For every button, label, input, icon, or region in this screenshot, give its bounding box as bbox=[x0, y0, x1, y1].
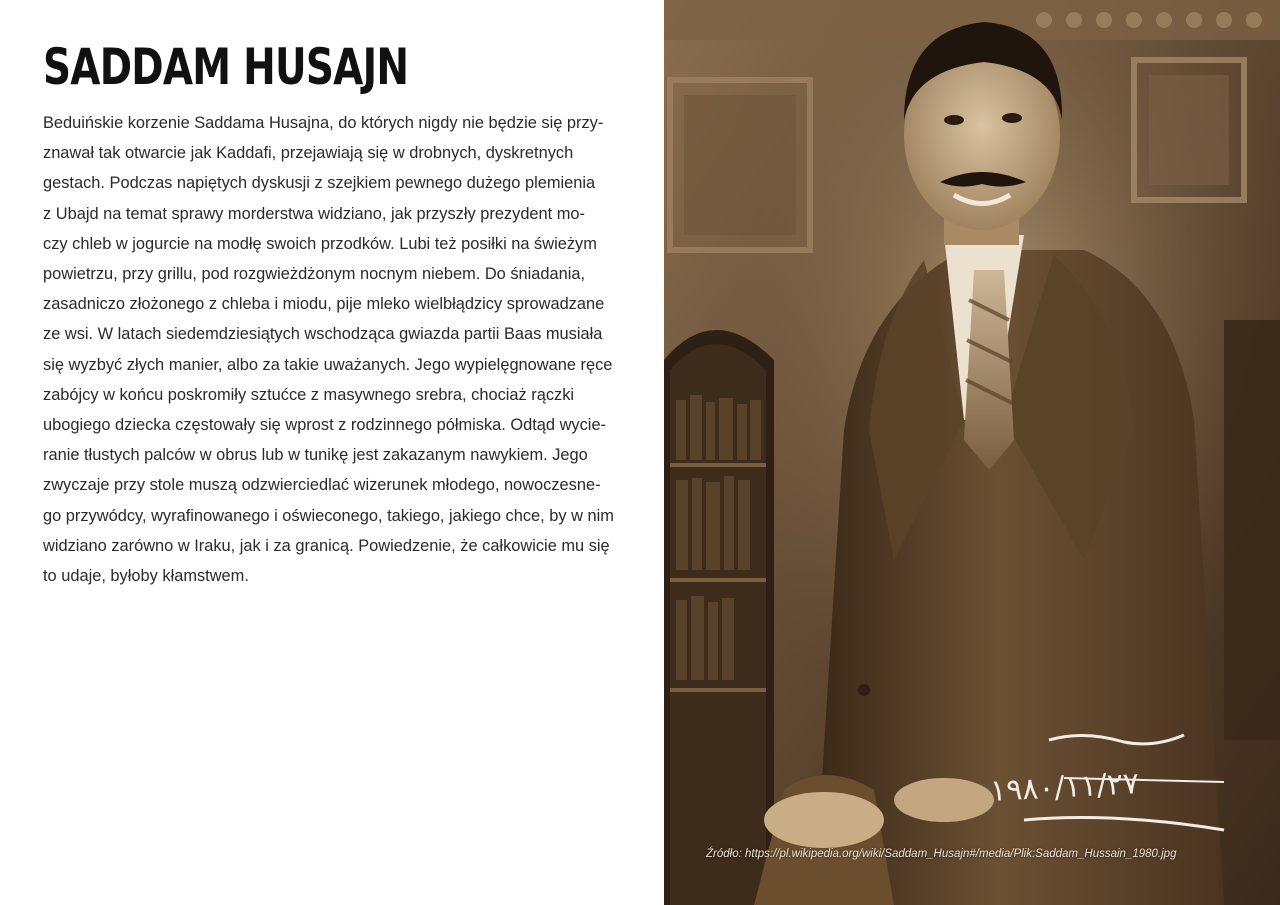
body-line: gestach. Podczas napiętych dyskusji z szejkiem pewnego dużego plemienia bbox=[43, 174, 596, 193]
body-line: zasadniczo złożonego z chleba i miodu, pije mleko wielbłądzicy sprowadzane bbox=[43, 295, 605, 314]
body-line: zabójcy w końcu poskromiły sztućce z masywnego srebra, chociaż rączki bbox=[43, 385, 575, 404]
article-title: SADDAM HUSAJN bbox=[43, 38, 409, 96]
body-line: widziano zarówno w Iraku, jak i za granicą. Powiedzenie, że całkowicie mu się bbox=[43, 536, 610, 555]
body-line: ze wsi. W latach siedemdziesiątych wschodząca gwiazda partii Baas musiała bbox=[43, 325, 603, 344]
body-line: go przywódcy, wyrafinowanego i oświeconego, takiego, jakiego chce, by w nim bbox=[43, 506, 614, 525]
source-caption[interactable]: Źródło: https://pl.wikipedia.org/wiki/Saddam_Husajn#/media/Plik:Saddam_Hussain_1980.jpg bbox=[706, 848, 1177, 860]
portrait-photo bbox=[664, 0, 1280, 905]
body-line: z Ubajd na temat sprawy morderstwa widziano, jak przyszły prezydent mo- bbox=[43, 204, 586, 223]
body-line: czy chleb w jogurcie na modłę swoich przodków. Lubi też posiłki na świeżym bbox=[43, 234, 597, 253]
body-line: się wyzbyć złych manier, albo za takie uważanych. Jego wypielęgnowane ręce bbox=[43, 355, 613, 374]
portrait-illustration bbox=[664, 0, 1280, 905]
body-line: ranie tłustych palców w obrus lub w tunikę jest zakazanym nawykiem. Jego bbox=[43, 446, 588, 465]
body-line: ubogiego dziecka częstowały się wprost z rodzinnego półmiska. Odtąd wycie- bbox=[43, 416, 607, 435]
article-body bbox=[43, 108, 623, 591]
body-line: powietrzu, przy grillu, pod rozgwieżdżonym nocnym niebem. Do śniadania, bbox=[43, 265, 586, 284]
body-line: to udaje, byłoby kłamstwem. bbox=[43, 567, 249, 586]
body-line: zwyczaje przy stole muszą odzwierciedlać wizerunek młodego, nowoczesne- bbox=[43, 476, 601, 495]
body-line: Beduińskie korzenie Saddama Husajna, do których nigdy nie będzie się przy- bbox=[43, 114, 604, 132]
body-line: znawał tak otwarcie jak Kaddafi, przejawiają się w drobnych, dyskretnych bbox=[43, 144, 574, 163]
article bbox=[43, 38, 623, 591]
signature-date: ١٩٨٠/١١/٢٧ bbox=[989, 766, 1140, 809]
